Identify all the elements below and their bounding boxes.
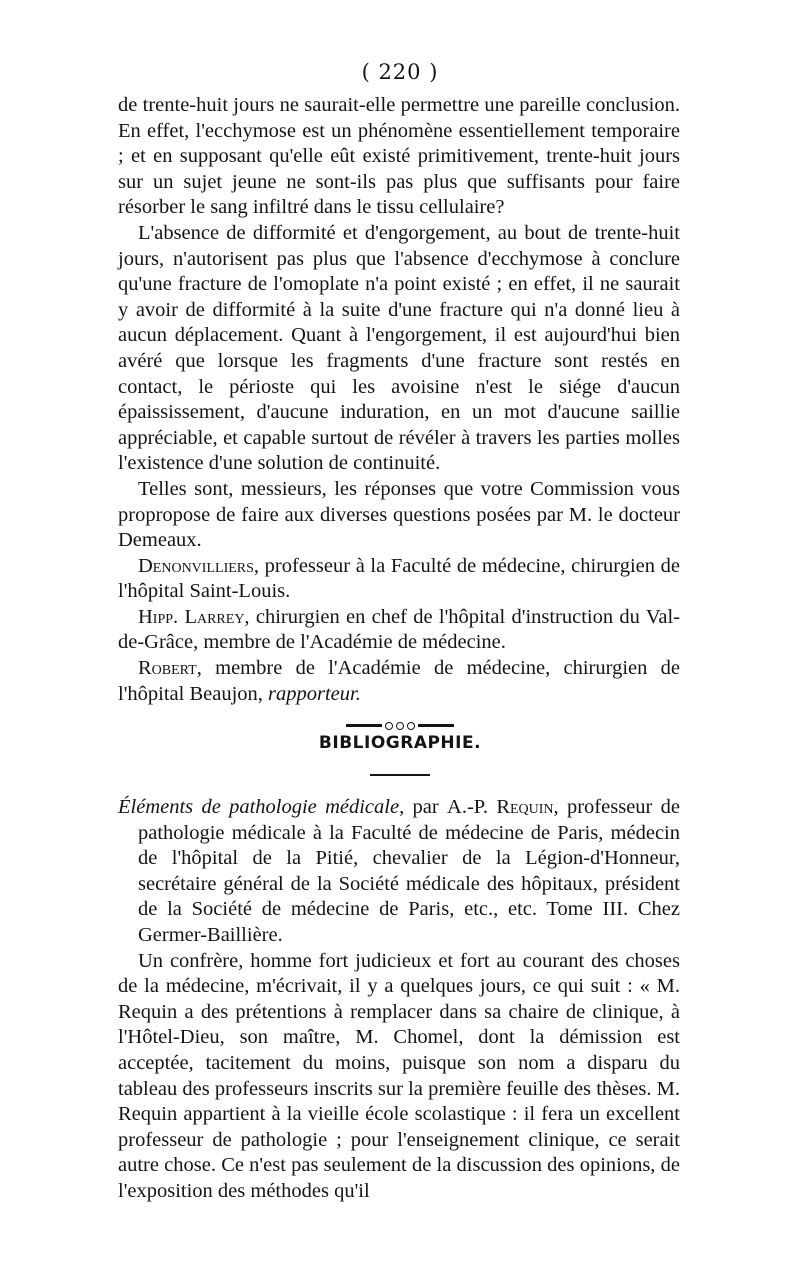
signatory-larrey bbox=[118, 605, 680, 656]
heading-rule bbox=[370, 774, 430, 776]
review-paragraph: Un confrère, homme fort judicieux et fort au courant des choses de la médecine, m'écrivait, il y a quelques jours, ce qui suit : « M. Requin a des prétentions à remplacer dans sa chaire de clinique, à l'Hôtel-Dieu, son maître, M. Chomel, dont la démission est acceptée, tacitement du moins, puisque son nom a disparu du tableau des professeurs inscrits sur la première feuille des thèses. M. Requin appartient à la vieille école scolastique : il fera un excellent professeur de pathologie ; pour l'enseignement clinique, ce serait autre chose. Ce n'est pas seulement de la discussion des opinions, de l'exposition des méthodes qu'il bbox=[118, 949, 680, 1202]
book-author: A.-P. Requin, bbox=[447, 796, 559, 818]
signatory-name: Denonvilliers, bbox=[138, 554, 260, 577]
paragraph-ecchymose: de trente-huit jours ne saurait-elle permettre une pareille conclusion. En effet, l'ecchymose est un phénomène essentiellement temporaire ; et en supposant qu'elle eût existé primitivement, trente-huit jours sur un sujet jeune ne sont-ils pas plus que suffisants pour faire résorber le sang infiltré dans le tissu cellulaire? bbox=[118, 94, 680, 219]
signatory-robert bbox=[118, 656, 680, 707]
paragraph-difformite: L'absence de difformité et d'engorgement, au bout de trente-huit jours, n'autorisent pas plus que l'absence d'ecchymose à conclure qu'une fracture de l'omoplate n'a point existé ; en effet, il ne saurait y avoir de difformité à la suite d'une fracture qui n'a donné lieu à aucun déplacement. Quant à l'engorgement, il est aujourd'hui bien avéré que lorsque les fragments d'une fracture sont restés en contact, le périoste qui les avoisine n'est le siége d'aucun épaississement, d'aucune induration, en un mot d'aucune saillie appréciable, et capable surtout de révéler à travers les parties molles l'existence d'une solution de continuité. bbox=[118, 221, 680, 475]
section-heading: BIBLIOGRAPHIE. bbox=[318, 733, 482, 753]
signatory-denonvilliers bbox=[118, 554, 680, 605]
book-title: Éléments de pathologie médicale, bbox=[118, 796, 405, 818]
signatory-role: rapporteur. bbox=[268, 682, 361, 705]
ornamental-separator bbox=[0, 712, 800, 724]
signatory-name: Robert, bbox=[138, 657, 202, 680]
paragraph-conclusion: Telles sont, messieurs, les réponses que votre Commission vous propropose de faire aux diverses questions posées par M. le docteur Demeaux. bbox=[118, 477, 680, 552]
book-by: par bbox=[412, 796, 439, 818]
separator-ornament bbox=[346, 722, 454, 730]
signatory-title: professeur à la Faculté de médecine, chirurgien de l'hôpital Saint-Louis. bbox=[118, 554, 680, 603]
book-entry bbox=[118, 795, 680, 949]
report-text bbox=[118, 93, 680, 707]
signatory-title: membre de l'Académie de médecine, chirurgien de l'hôpital Beaujon, bbox=[118, 657, 681, 705]
bibliography-text bbox=[118, 795, 680, 1205]
page-number: ( 220 ) bbox=[361, 60, 439, 84]
signatory-name: Hipp. Larrey, bbox=[138, 605, 250, 628]
book-details: professeur de pathologie médicale à la Faculté de médecine de Paris, médecin de l'hôpital de la Pitié, chevalier de la Légion-d'Honneur, secrétaire général de la Société médicale des hôpitaux, président de la Société de médecine de Paris, etc., etc. Tome III. Chez Germer-Baillière. bbox=[138, 796, 681, 946]
signatory-title: chirurgien en chef de l'hôpital d'instruction du Val-de-Grâce, membre de l'Académie de médecine. bbox=[118, 605, 680, 654]
